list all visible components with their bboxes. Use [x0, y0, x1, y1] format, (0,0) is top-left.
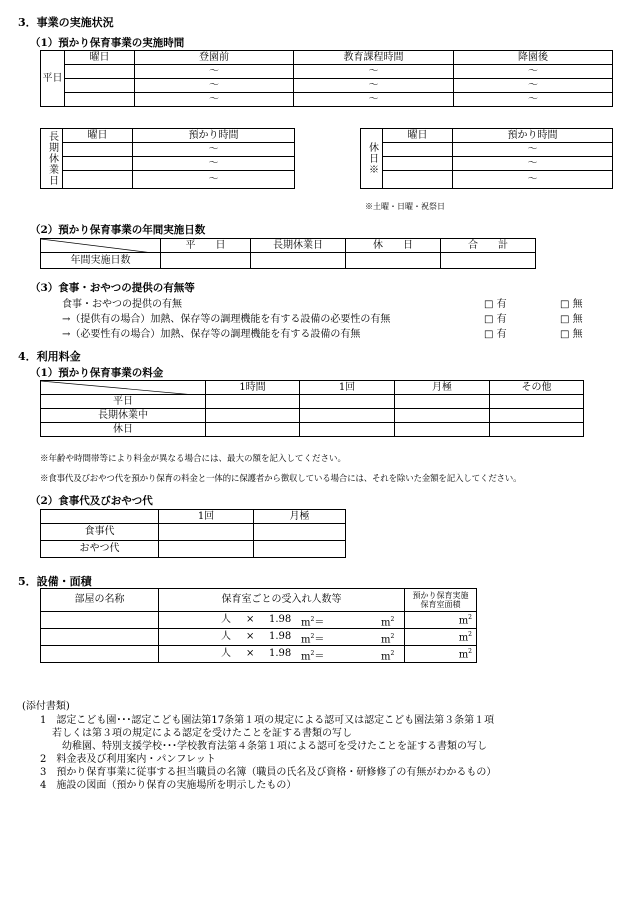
annual-days-table: [40, 238, 536, 269]
col-once: 1回: [159, 510, 254, 524]
cell-time[interactable]: ～: [294, 93, 454, 107]
col-monthly: 月極: [395, 381, 490, 395]
question-2: →（提供有の場合）加熱、保存等の調理機能を有する設備の必要性の有無: [62, 314, 391, 325]
cell-input[interactable]: [63, 171, 133, 189]
diagonal-cell: [41, 239, 161, 253]
person-unit: 人: [221, 631, 231, 642]
cell-input[interactable]: [300, 395, 395, 409]
col-day: 曜日: [383, 129, 453, 143]
cell-input[interactable]: [41, 629, 159, 646]
col-area: [405, 589, 477, 612]
col-weekday: 平 日: [161, 239, 251, 253]
m2-unit: $m^2$: [381, 616, 395, 629]
col-hour: 1時間: [206, 381, 300, 395]
row-label: 食事代: [41, 524, 159, 541]
cell-input[interactable]: [159, 524, 254, 541]
cell-input[interactable]: [65, 93, 135, 107]
diagonal-line: [41, 381, 206, 395]
section-3-2-title: （2）預かり保育事業の年間実施日数: [30, 224, 206, 236]
cell-time[interactable]: ～: [135, 79, 294, 93]
question-1: 食事・おやつの提供の有無: [62, 299, 182, 310]
section-4-2-title: （2）食事代及びおやつ代: [30, 495, 153, 507]
area-factor: 1.98: [269, 631, 292, 642]
col-before: 登園前: [135, 51, 294, 65]
m-text: m: [458, 649, 469, 661]
long-vacation-rowhead: 長期休業日: [41, 129, 63, 189]
area-factor: 1.98: [269, 614, 292, 625]
diagonal-cell: [41, 381, 206, 395]
equals-sign: ＝: [314, 634, 325, 646]
m-text: m: [301, 651, 311, 663]
person-unit: 人: [221, 648, 231, 659]
cell-time[interactable]: ～: [454, 93, 613, 107]
col-hours: 預かり時間: [133, 129, 295, 143]
cell-input[interactable]: [254, 524, 346, 541]
cell-input[interactable]: [41, 612, 159, 629]
question-3: →（必要性有の場合）加熱、保存等の調理機能を有する設備の有無: [62, 329, 361, 340]
fee-note-2: ※食事代及びおやつ代を預かり保育の料金と一体的に保護者から徴収している場合には、それを除いた金額を記入してください。: [40, 474, 522, 484]
attachment-item-3: 3 預かり保育事業に従事する担当職員の名簿（職員の氏名及び資格・研修修了の有無がわかるもの）: [40, 767, 497, 778]
col-once: 1回: [300, 381, 395, 395]
cell-input[interactable]: [159, 541, 254, 558]
checkbox-yes[interactable]: □ 有: [484, 299, 507, 310]
section-4-title: 4．利用料金: [18, 350, 81, 363]
row-label: おやつ代: [41, 541, 159, 558]
col-room: 部屋の名称: [41, 589, 159, 612]
operating-hours-table: [40, 50, 613, 107]
facility-table: [40, 588, 477, 663]
times-sign: ×: [246, 648, 255, 659]
cell-input[interactable]: [346, 253, 441, 269]
cell-time[interactable]: ～: [133, 157, 295, 171]
cell-time[interactable]: ～: [133, 143, 295, 157]
person-unit: 人: [221, 614, 231, 625]
section-4-1-title: （1）預かり保育事業の料金: [30, 367, 164, 379]
col-area-line2: 保育室面積: [420, 600, 461, 609]
cell-input[interactable]: [441, 253, 536, 269]
weekday-rowhead: 平日: [41, 51, 65, 107]
col-after: 降園後: [454, 51, 613, 65]
col-edu: 教育課程時間: [294, 51, 454, 65]
attachment-item-1-kindergarten: 幼稚園、特別支援学校･･･学校教育法第４条第１項による認可を受けたことを証する書類の写し: [62, 741, 487, 752]
m-text: m: [381, 634, 391, 646]
checkbox-no[interactable]: □ 無: [560, 314, 583, 325]
section-5-title: 5．設備・面積: [18, 575, 92, 588]
cell-time[interactable]: ～: [453, 157, 613, 171]
col-long: 長期休業日: [251, 239, 346, 253]
holiday-table: [360, 128, 613, 189]
fee-note-1: ※年齢や時間帯等により料金が異なる場合には、最大の額を記入してください。: [40, 454, 347, 464]
col-monthly: 月極: [254, 510, 346, 524]
equals-sign: ＝: [314, 651, 325, 663]
checkbox-yes[interactable]: □ 有: [484, 314, 507, 325]
cell-input[interactable]: [383, 157, 453, 171]
cell-input[interactable]: [395, 423, 490, 437]
row-label: 長期休業中: [41, 409, 206, 423]
col-hours: 預かり時間: [453, 129, 613, 143]
col-other: その他: [490, 381, 584, 395]
attachment-item-4: 4 施設の図面（預かり保育の実施場所を明示したもの）: [40, 780, 297, 791]
cell-input[interactable]: [383, 143, 453, 157]
cell-input[interactable]: [251, 253, 346, 269]
m2-unit: $m^2=$: [301, 633, 325, 646]
m-text: m: [301, 617, 311, 629]
cell-input[interactable]: [161, 253, 251, 269]
cell-input[interactable]: [63, 157, 133, 171]
col-total: 合 計: [441, 239, 536, 253]
cell-time[interactable]: ～: [454, 79, 613, 93]
area-cell[interactable]: $m^2$: [405, 646, 477, 663]
col-day: 曜日: [65, 51, 135, 65]
m-text: m: [301, 634, 311, 646]
col-day: 曜日: [63, 129, 133, 143]
checkbox-no[interactable]: □ 無: [560, 329, 583, 340]
cell-input[interactable]: [206, 409, 300, 423]
checkbox-yes[interactable]: □ 有: [484, 329, 507, 340]
cell-input[interactable]: [41, 646, 159, 663]
annual-days-label: 年間実施日数: [41, 253, 161, 269]
cell-input[interactable]: [395, 409, 490, 423]
cell-input[interactable]: [254, 541, 346, 558]
m-text: m: [381, 617, 391, 629]
m2-unit: $m^2=$: [301, 650, 325, 663]
m2-unit: $m^2=$: [301, 616, 325, 629]
cell-time[interactable]: ～: [294, 79, 454, 93]
times-sign: ×: [246, 631, 255, 642]
blank-cell: [41, 510, 159, 524]
col-area-line1: 預かり保育実施: [412, 591, 469, 600]
cell-input[interactable]: [490, 409, 584, 423]
cell-input[interactable]: [300, 409, 395, 423]
cell-time[interactable]: ～: [133, 171, 295, 189]
cell-input[interactable]: [490, 395, 584, 409]
cell-time[interactable]: ～: [135, 93, 294, 107]
calc-cell: [159, 629, 405, 646]
cell-input[interactable]: [63, 143, 133, 157]
cell-input[interactable]: [300, 423, 395, 437]
cell-input[interactable]: [490, 423, 584, 437]
holiday-rowhead: 休日※: [361, 129, 383, 189]
section-3-title: 3．事業の実施状況: [18, 16, 114, 29]
cell-time[interactable]: ～: [294, 65, 454, 79]
col-holiday: 休 日: [346, 239, 441, 253]
cell-input[interactable]: [206, 423, 300, 437]
m-text: m: [458, 632, 469, 644]
cell-input[interactable]: [65, 65, 135, 79]
checkbox-no[interactable]: □ 無: [560, 299, 583, 310]
cell-input[interactable]: [383, 171, 453, 189]
row-label: 休日: [41, 423, 206, 437]
long-vacation-table: [40, 128, 295, 189]
cell-time[interactable]: ～: [454, 65, 613, 79]
m-text: m: [458, 615, 469, 627]
cell-time[interactable]: ～: [135, 65, 294, 79]
col-capacity: 保育室ごとの受入れ人数等: [159, 589, 405, 612]
m2-unit: $m^2$: [381, 650, 395, 663]
attachment-item-2: 2 料金表及び利用案内・パンフレット: [40, 754, 216, 765]
area-cell[interactable]: $m^2$: [405, 629, 477, 646]
attachment-item-1-cont: 若しくは第３項の規定による認定を受けたことを証する書類の写し: [52, 728, 352, 739]
row-label: 平日: [41, 395, 206, 409]
cell-input[interactable]: [206, 395, 300, 409]
area-factor: 1.98: [269, 648, 292, 659]
meal-fee-table: [40, 509, 346, 558]
cell-input[interactable]: [395, 395, 490, 409]
m-text: m: [381, 651, 391, 663]
section-3-1-title: （1）預かり保育事業の実施時間: [30, 37, 185, 49]
cell-input[interactable]: [65, 79, 135, 93]
cell-time[interactable]: ～: [453, 143, 613, 157]
calc-cell: [159, 646, 405, 663]
area-cell[interactable]: $m^2$: [405, 612, 477, 629]
fee-table: [40, 380, 584, 437]
times-sign: ×: [246, 614, 255, 625]
section-3-3-title: （3）食事・おやつの提供の有無等: [30, 282, 195, 294]
holiday-note: ※土曜・日曜・祝祭日: [365, 202, 445, 211]
attachments-heading: (添付書類): [22, 701, 70, 712]
attachment-item-1: 1 認定こども園･･･認定こども園法第17条第１項の規定による認可又は認定こども園法第３条第１項: [40, 715, 495, 726]
calc-cell: [159, 612, 405, 629]
m2-unit: $m^2$: [381, 633, 395, 646]
diagonal-line: [41, 239, 161, 253]
cell-time[interactable]: ～: [453, 171, 613, 189]
equals-sign: ＝: [314, 617, 325, 629]
